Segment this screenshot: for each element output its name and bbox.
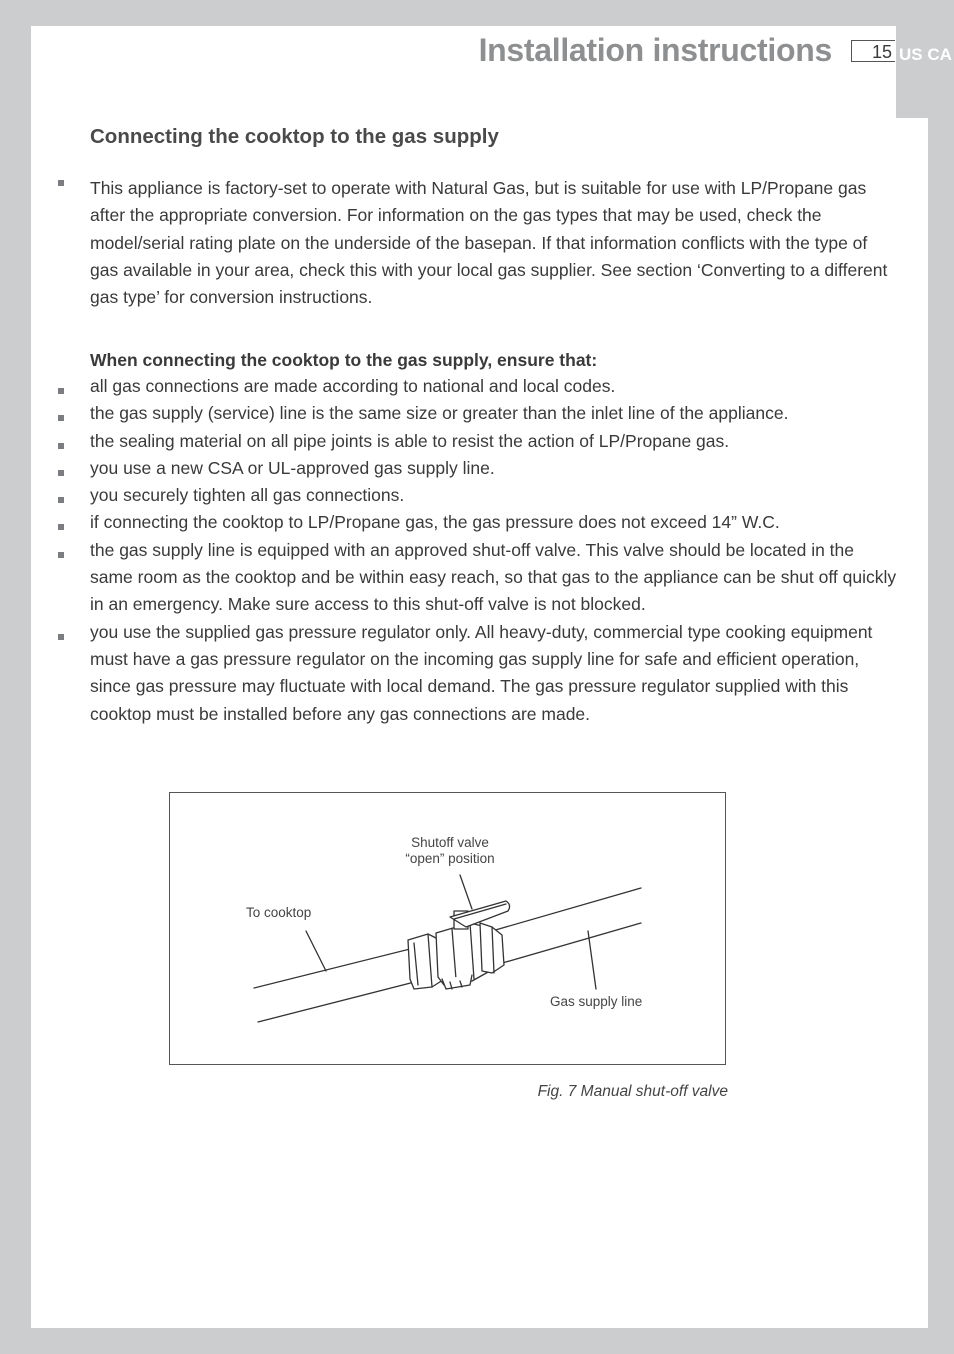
region-label: US CA (899, 45, 952, 64)
valve-label-line2: “open” position (405, 851, 495, 866)
valve-leader-line (460, 875, 472, 909)
list-item-text: you use the supplied gas pressure regulator only. All heavy-duty, commercial type cooking equipment must have a gas pressure regulator on the incoming gas supply line for safe and efficient operation, since gas pressure may fluctuate with local demand. The gas pressure regulator supplied with this cooktop must be installed before any gas connections are made. (90, 621, 873, 724)
list-item (0, 400, 954, 427)
list-item-text: you use a new CSA or UL-approved gas supply line. (90, 457, 495, 478)
ensure-list (0, 373, 954, 728)
intro-bullet-icon (58, 180, 64, 186)
list-item-text: you securely tighten all gas connections. (90, 485, 405, 506)
cooktop-label: To cooktop (246, 905, 312, 920)
cooktop-pipe-bottom-edge (258, 977, 434, 1022)
shutoff-valve-illustration (170, 793, 727, 1066)
page-title: Installation instructions (478, 32, 832, 68)
bullet-icon (58, 552, 64, 558)
bullet-icon (58, 415, 64, 421)
section-title: Connecting the cooktop to the gas supply (90, 125, 499, 148)
region-tab (896, 26, 928, 118)
supply-label: Gas supply line (550, 994, 643, 1009)
supply-leader-line (588, 931, 596, 989)
page-number: 15 (851, 40, 895, 62)
list-item (0, 428, 954, 455)
bullet-icon (58, 388, 64, 394)
list-item-text: the gas supply line is equipped with an approved shut-off valve. This valve should be located in the same room as the cooktop and be within easy reach, so that gas to the appliance can be shut off quickly in an emergency. Make sure access to this shut-off valve is not blocked. (90, 539, 897, 615)
valve-label-line1: Shutoff valve (411, 835, 489, 850)
bullet-icon (58, 524, 64, 530)
list-item (0, 537, 954, 619)
supply-pipe-bottom-edge (499, 923, 641, 964)
figure-caption: Fig. 7 Manual shut-off valve (537, 1083, 728, 1100)
bullet-icon (58, 634, 64, 640)
list-item-text: if connecting the cooktop to LP/Propane gas, the gas pressure does not exceed 14” W.C. (90, 512, 780, 533)
list-item-text: all gas connections are made according to national and local codes. (90, 376, 616, 396)
ensure-heading: When connecting the cooktop to the gas supply, ensure that: (90, 350, 598, 370)
intro-paragraph: This appliance is factory-set to operate with Natural Gas, but is suitable for use with LP/Propane gas after the appropriate conversion. For information on the gas types that may be used, check the model/serial rating plate on the underside of the basepan. If that information conflicts with the type of gas available in your area, check this with your local gas supplier. See section ‘Converting to a different gas type’ for conversion instructions. (90, 178, 888, 308)
list-item (0, 482, 954, 509)
list-item-text: the gas supply (service) line is the same size or greater than the inlet line of the appliance. (90, 403, 789, 424)
cooktop-pipe-top-edge (254, 945, 426, 988)
bullet-icon (58, 443, 64, 449)
list-item (0, 509, 954, 536)
valve-label (390, 835, 510, 867)
list-item-text: the sealing material on all pipe joints is able to resist the action of LP/Propane gas. (90, 430, 730, 451)
list-item (0, 455, 954, 482)
bullet-icon (58, 470, 64, 476)
cooktop-leader-line (306, 931, 326, 971)
shutoff-valve-figure (169, 792, 726, 1065)
list-item (0, 619, 954, 728)
supply-pipe-top-edge (492, 888, 641, 931)
bullet-icon (58, 497, 64, 503)
list-item (0, 373, 954, 400)
